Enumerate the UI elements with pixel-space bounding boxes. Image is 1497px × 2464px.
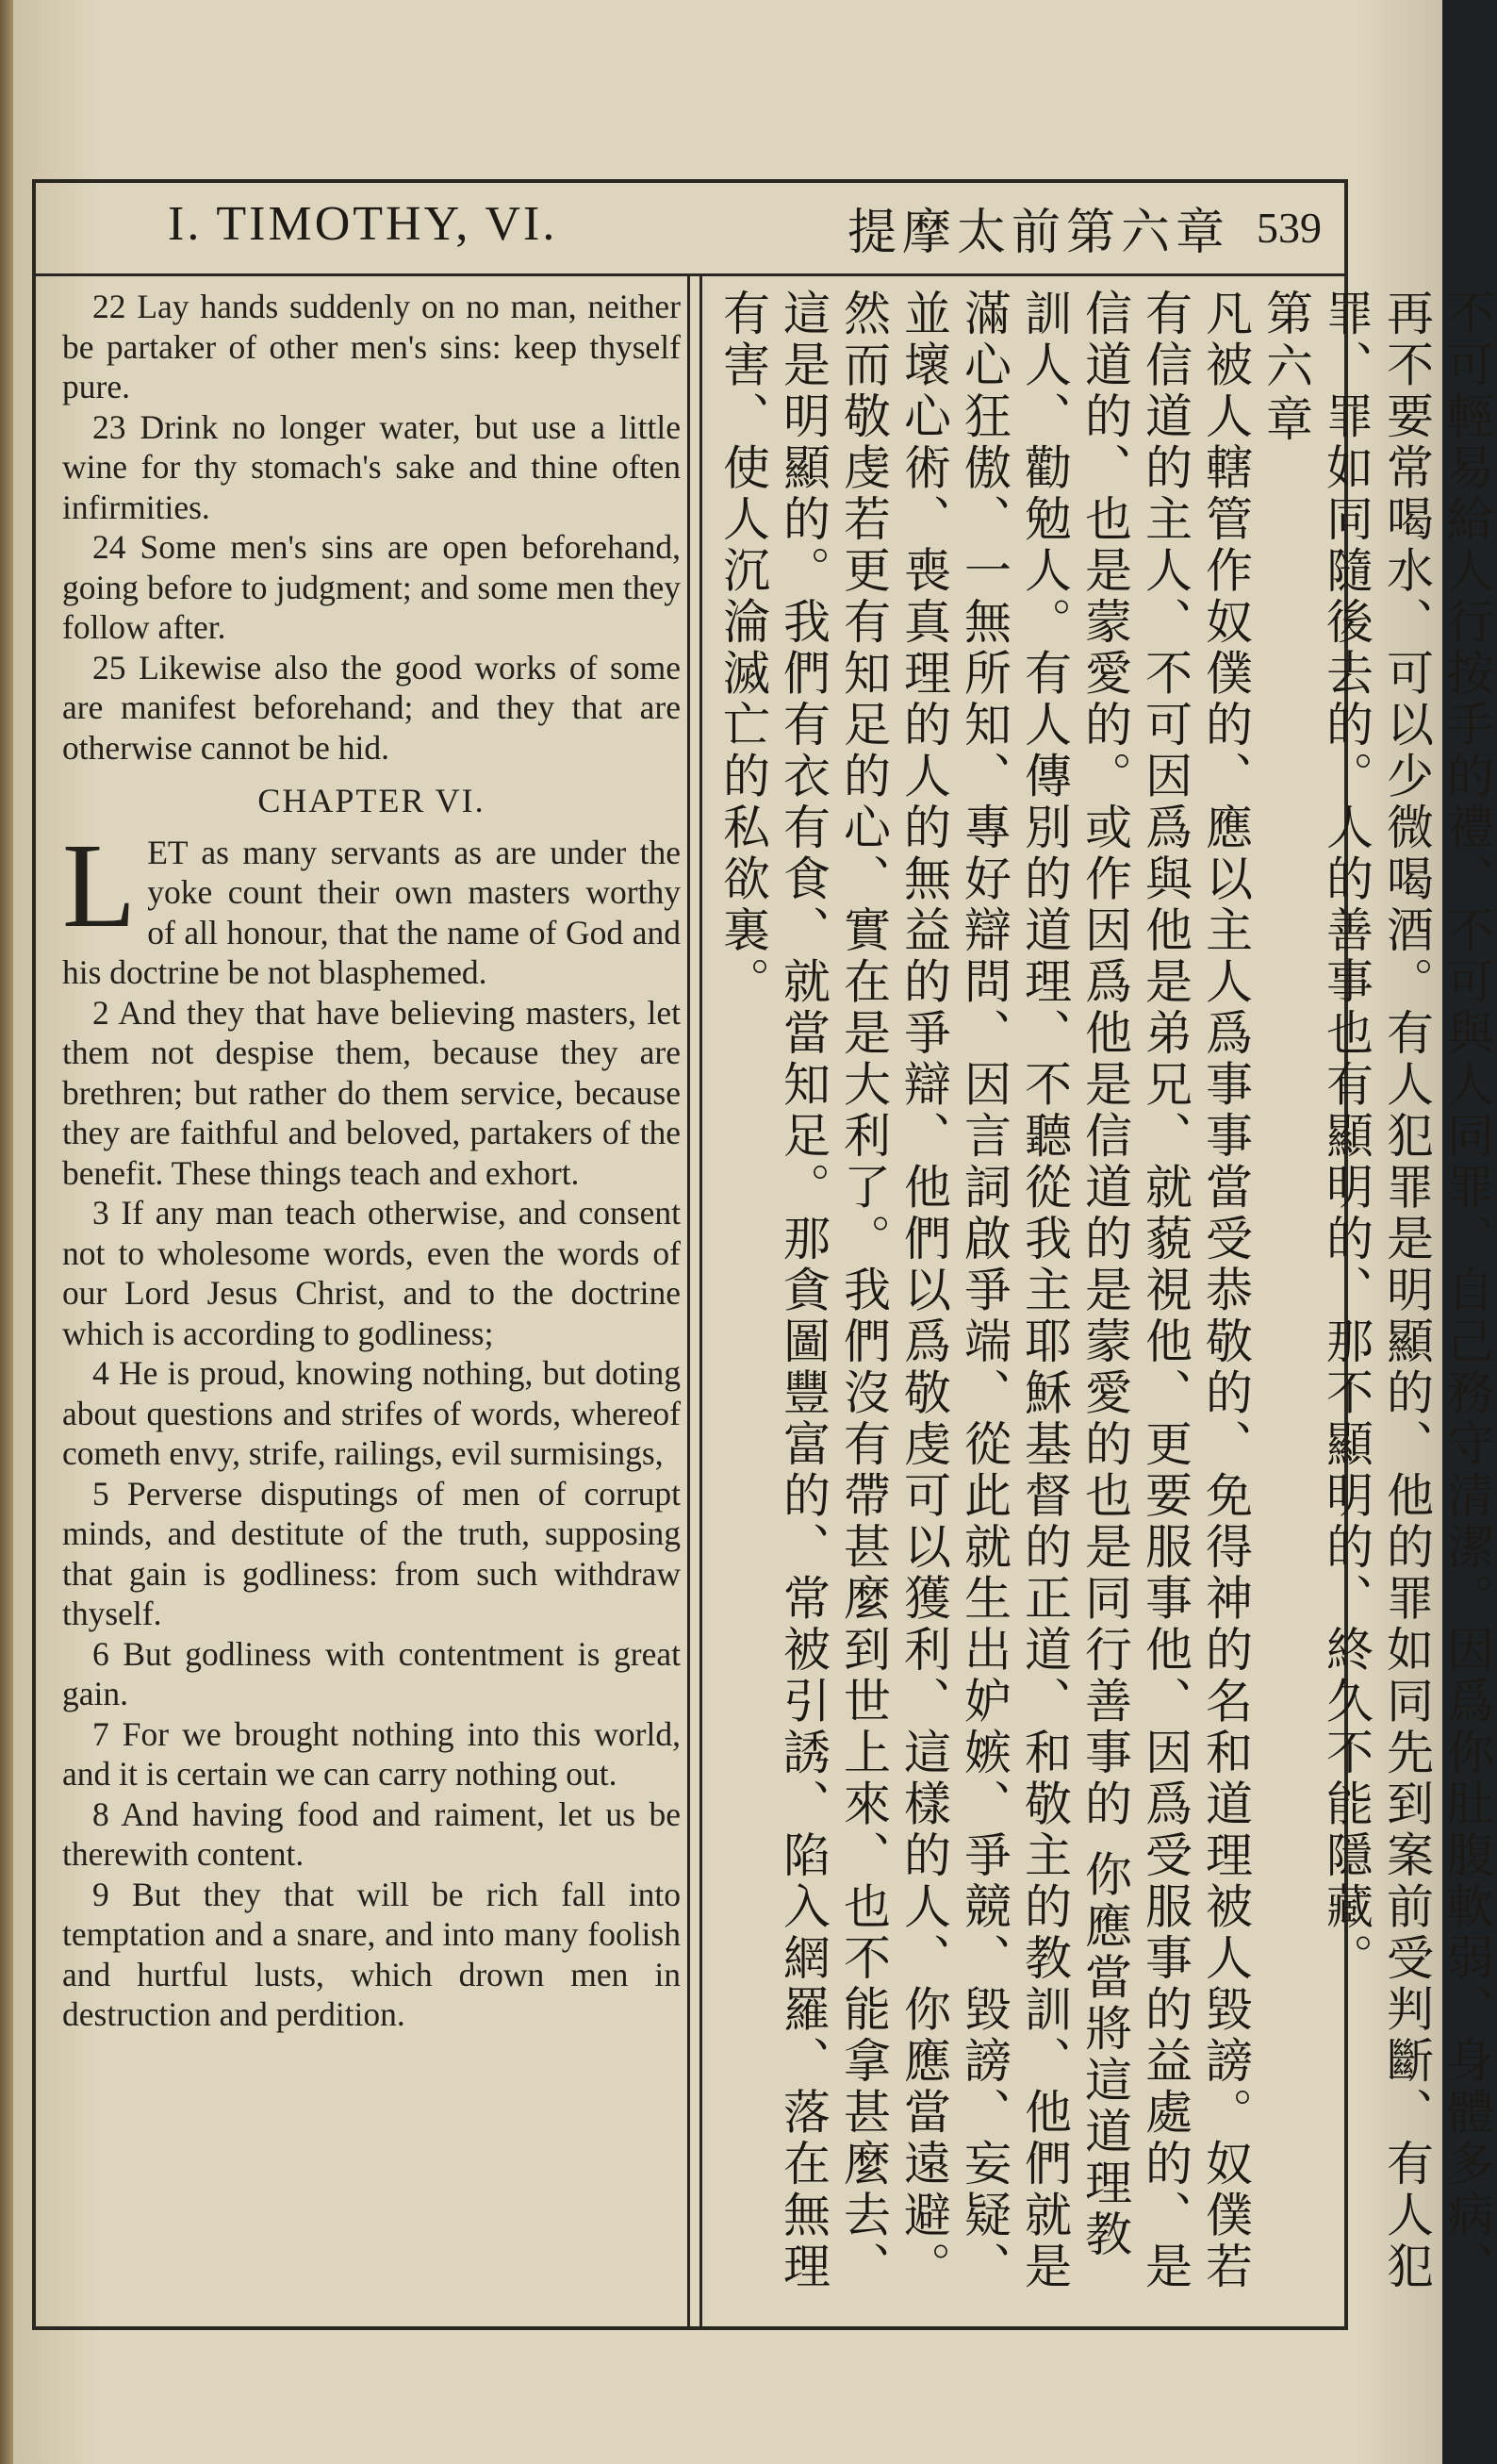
verse-7: 7 For we brought nothing into this world, and it is certain we can carry nothing out. [62,1714,681,1793]
chinese-chapter-heading: 第六章 [1258,289,1313,447]
chinese-column-7: 知、專好辯問、因言詞啟爭端、從此就生出妒嫉、爭競、毀謗、妄疑、並壞心術、喪真理的人的無益的爭辯、他們以爲敬虔可以獲 [897,289,1012,2293]
verse-8: 8 And having food and raiment, let us be therewith content. [62,1794,681,1873]
verse-4: 4 He is proud, knowing nothing, but doting about questions and strifes of words, whereof cometh envy, strife, railings, evil surmisings, [62,1354,681,1472]
page-number: 539 [1257,204,1322,252]
chinese-column-3: 藏。 [1319,1881,1374,1985]
verse-3: 3 If any man teach otherwise, and consent not to wholesome words, even the words of our Lord Jesus Christ, and to the doctrine which is according to godliness; [62,1194,681,1352]
chinese-vertical-text [713,289,1497,2307]
running-header [36,183,1344,276]
verse-24: 24 Some men's sins are open beforehand, going before to judgment; and some men they follow after. [62,528,681,646]
chinese-column-5: 他是弟兄、就藐視他、更要服事他、因爲受服事的益處的、是信道的、也是蒙愛的。或作因爲他是信道的是蒙愛的也是同行善事的 你 [1078,289,1193,2293]
english-running-title: I. TIMOTHY, VI. [168,197,558,251]
verse-25: 25 Likewise also the good works of some are manifest beforehand; and they that are otherwise cannot be hid. [62,648,681,767]
verse-23: 23 Drink no longer water, but use a little wine for thy stomach's sake and thine often infirmities. [62,407,681,526]
page-frame [32,179,1494,2330]
verse-5: 5 Perverse disputings of men of corrupt minds, and destitute of the truth, supposing that gain is godliness: from such withdraw thyself. [62,1474,681,1632]
verse-6: 6 But godliness with contentment is great gain. [62,1634,681,1712]
verse-1-text: ET as many servants as are under the yoke count their own masters worthy of all honour, that the name of God and his doctrine be not blasphemed. [62,833,681,991]
chinese-column-8: 利、這樣的人、你應當遠避。然而敬虔若更有知足的心、實在是大利了。我們沒有帶甚麼到世上來、也不能拿甚麼去、這是明 [776,289,951,2293]
chinese-running-title: 提摩太前第六章 [847,205,1230,261]
column-divider [687,275,702,2326]
chinese-column [713,289,1494,2316]
chinese-column-9: 顯的。我們有衣有食、就當知足。那貪圖豐富的、常被引誘、陷入網羅、落在無理有害、使人沉淪滅亡的私欲裏。 [716,289,831,2293]
verse-2: 2 And they that have believing masters, let them not despise them, because they are brethren; but rather do them service, because they are faithful and beloved, partakers of the benefit. These things teach and exhort. [62,993,681,1192]
chinese-column-1: 不可輕易給人行按手的禮、不可與人同罪、自己務守清潔。因爲你肚腹軟弱、身體多病、再不要常喝水、可以少微喝酒。有人 [1379,289,1494,2293]
book-page [13,0,1494,2464]
chapter-heading: CHAPTER VI. [257,782,485,819]
chinese-column-2: 犯罪是明顯的、他的罪如同先到案前受判斷、有人犯罪、罪如同隨後去的。人的善事也有顯明的、那不顯明的、終久不能隱 [1319,289,1434,2293]
english-column [62,287,681,2035]
verse-22: 22 Lay hands suddenly on no man, neither be partaker of other men's sins: keep thyself pure. [62,288,681,405]
header-right-group [847,192,1322,263]
verse-1 [62,818,681,993]
chinese-column-4: 凡被人轄管作奴僕的、應以主人爲事事當受恭敬的、免得神的名和道理被人毀謗。奴僕若有信道的主人、不可因爲與 [1138,289,1253,2293]
chinese-column-6: 應當將這道理教訓人、勸勉人。有人傳別的道理、不聽從我主耶穌基督的正道、和敬主的教訓、他們就是滿心狂傲、一無所 [957,289,1132,2293]
drop-cap: L [62,818,137,952]
verse-9: 9 But they that will be rich fall into temptation and a snare, and into many foolish and hurtful lusts, which drown men in destruction and perdition. [62,1875,681,2033]
